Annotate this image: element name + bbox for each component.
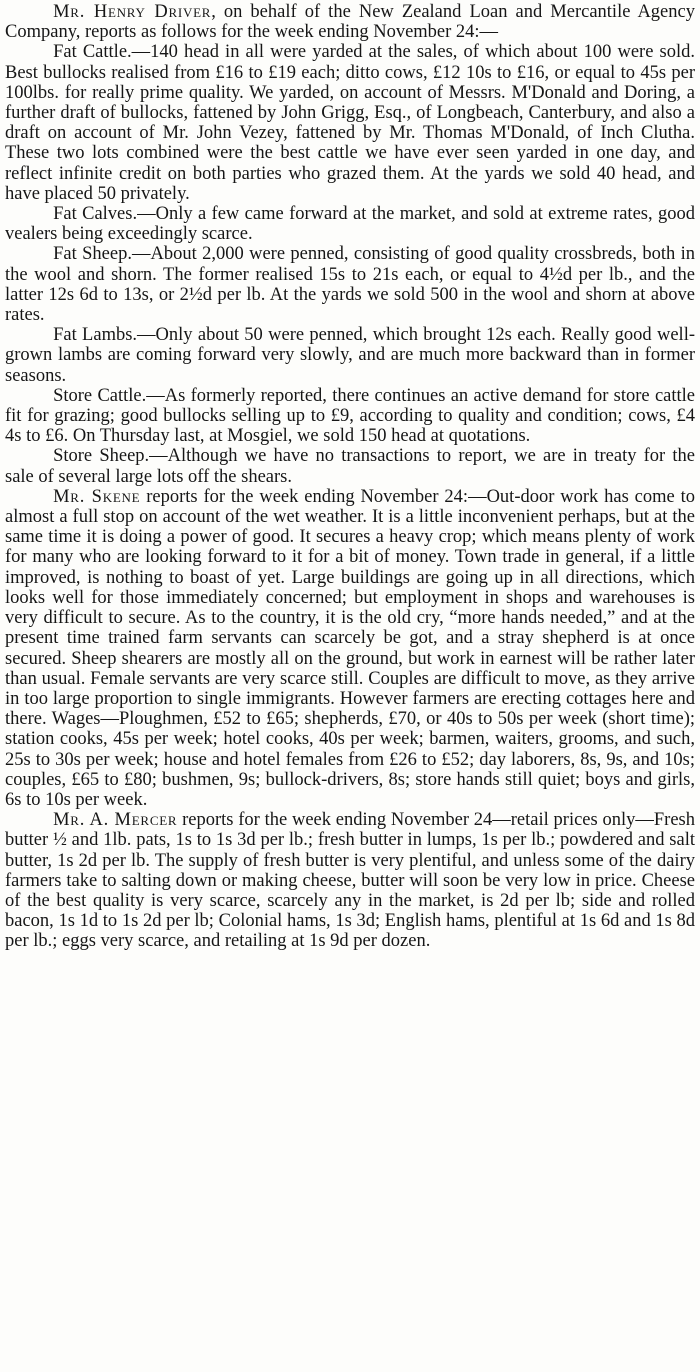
paragraph-text: Fat Sheep.—About 2,000 were penned, consisting of good quality crossbreds, both in the wool and shorn. The former realised 15s to 21s each, or equal to 4½d per lb., and the latter 12s 6d to 13s, or 2½d per lb. At the yards we sold 500 in the wool and shorn at above rates.: [5, 244, 695, 326]
paragraph-fat-calves: [5, 204, 695, 244]
paragraph-text: reports for the week ending November 24—retail prices only—Fresh butter ½ and 1lb. pats, 1s to 1s 3d per lb.; fresh butter in lumps, 1s per lb.; powdered and salt butter, 1s 2d per lb. The supply of fresh butter is very plentiful, and unless some of the dairy farmers take to salting down or making cheese, butter will soon be very low in price. Cheese of the best quality is very scarce, scarcely any in the market, is 2d per lb; side and rolled bacon, 1s 1d to 1s 2d per lb; Colonial hams, 1s 3d; English hams, plentiful at 1s 6d and 1s 8d per lb.; eggs very scarce, and retailing at 1s 9d per dozen.: [5, 810, 695, 952]
paragraph-text: Fat Calves.—Only a few came forward at the market, and sold at extreme rates, good vealers being exceedingly scarce.: [5, 204, 695, 245]
paragraph-store-cattle: [5, 386, 695, 447]
reporter-name-skene: Mr. Skene: [53, 486, 141, 507]
paragraph-fat-lambs: [5, 325, 695, 386]
paragraph-text: Fat Lambs.—Only about 50 were penned, which brought 12s each. Really good well-grown lambs are coming forward very slowly, and are much more backward than in former seasons.: [5, 325, 695, 386]
paragraph-text: reports for the week ending November 24:—Out-door work has come to almost a full stop on account of the wet weather. It is a little inconvenient perhaps, but at the same time it is doing a power of good. It secures a heavy crop; which means plenty of work for many who are looking forward to it for a bit of money. Town trade in general, if a little improved, is nothing to boast of yet. Large buildings are going up in all directions, which looks well for those immediately concerned; but employment in shops and warehouses is very difficult to secure. As to the country, it is the old cry, “more hands needed,” and at the present time trained farm servants can scarcely be got, and a stray shepherd is at once secured. Sheep shearers are mostly all on the ground, but work in earnest will be rather later than usual. Female servants are very scarce still. Couples are difficult to move, as they arrive in too large proportion to single immigrants. However farmers are erecting cottages here and there. Wages—Ploughmen, £52 to £65; shepherds, £70, or 40s to 50s per week (short time); station cooks, 45s per week; hotel cooks, 40s per week; barmen, waiters, grooms, and such, 25s to 30s per week; house and hotel females from £26 to £52; day laborers, 8s, 9s, and 10s; couples, £65 to £80; bushmen, 9s; bullock-drivers, 8s; store hands still quiet; boys and girls, 6s to 10s per week.: [5, 486, 696, 810]
paragraph-mercer-report: [5, 810, 695, 951]
paragraph-skene-report: [5, 487, 695, 810]
reporter-name-driver: Mr. Henry Driver: [53, 2, 212, 22]
paragraph-text: Store Cattle.—As formerly reported, there continues an active demand for store cattle fit for grazing; good bullocks selling up to £9, according to quality and condition; cows, £4 4s to £6. On Thursday last, at Mosgiel, we sold 150 head at quotations.: [5, 385, 695, 447]
paragraph-text: Fat Cattle.—140 head in all were yarded at the sales, of which about 100 were sold. Best bullocks realised from £16 to £19 each; ditto cows, £12 10s to £16, or equal to 45s per 100lbs. for really prime quality. We yarded, on account of Messrs. M'Donald and Doring, a further draft of bullocks, fattened by John Grigg, Esq., of Longbeach, Canterbury, and also a draft on account of Mr. John Vezey, fattened by Mr. Thomas M'Donald, of Inch Clutha. These two lots combined were the best cattle we have ever seen yarded in one day, and reflect infinite credit on both parties who grazed them. At the yards we sold 40 head, and have placed 50 privately.: [5, 42, 695, 204]
paragraph-fat-cattle: [5, 42, 695, 204]
reporter-name-mercer: Mr. A. Mercer: [53, 810, 178, 831]
paragraph-driver-intro: [5, 2, 695, 42]
paragraph-fat-sheep: [5, 244, 695, 325]
paragraph-text: Store Sheep.—Although we have no transactions to report, we are in treaty for the sale of several large lots off the shears.: [5, 446, 695, 487]
paragraph-store-sheep: [5, 446, 695, 486]
paragraph-text: , on behalf of the New Zealand Loan and Mercantile Agency Company, reports as follows for the week ending November 24:—: [5, 2, 695, 43]
